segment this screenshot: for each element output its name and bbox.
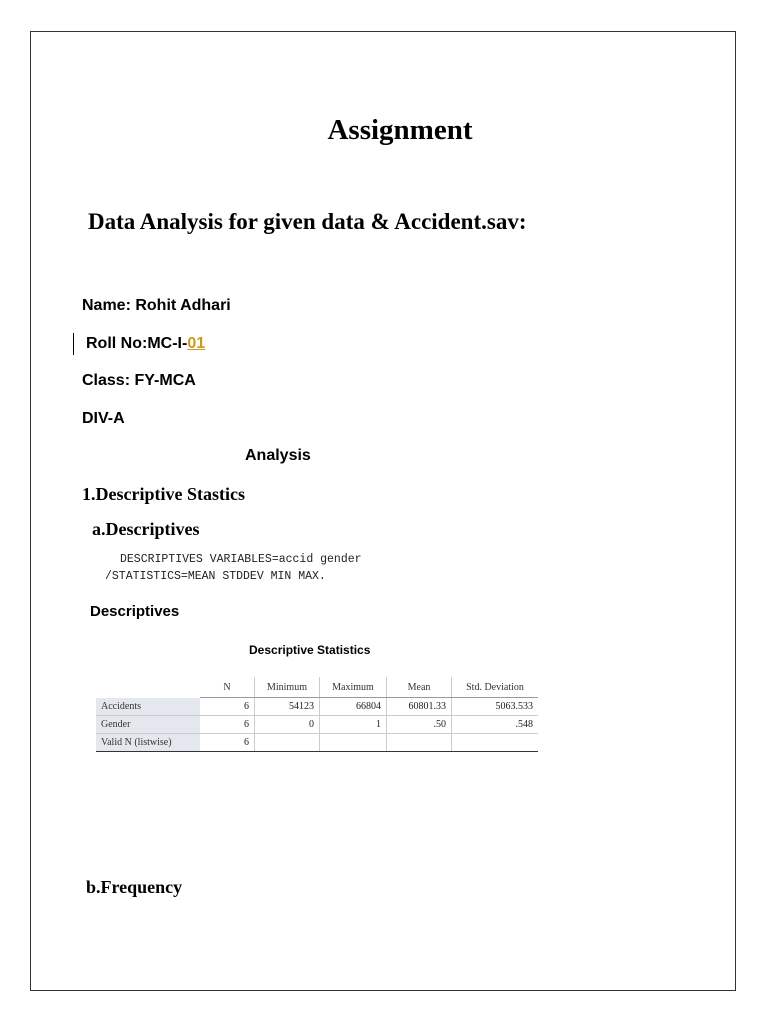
section-descriptive-statistics: 1.Descriptive Stastics <box>82 484 245 504</box>
division-line: DIV-A <box>82 410 125 427</box>
syntax-line-2: /STATISTICS=MEAN STDDEV MIN MAX. <box>105 570 326 583</box>
subsection-frequency: b.Frequency <box>86 877 183 897</box>
cell-mean: .50 <box>387 716 452 734</box>
output-heading: Descriptives <box>90 603 180 620</box>
table-header-row <box>96 677 538 698</box>
table-row <box>96 734 538 752</box>
cell-maximum: 66804 <box>320 698 387 716</box>
page-border <box>30 31 736 991</box>
roll-number-link[interactable]: 01 <box>187 335 206 352</box>
class-line: Class: FY-MCA <box>82 372 196 389</box>
cell-mean <box>387 734 452 752</box>
syntax-line-1: DESCRIPTIVES VARIABLES=accid gender <box>120 553 362 566</box>
cell-maximum: 1 <box>320 716 387 734</box>
subsection-descriptives: a.Descriptives <box>92 519 200 539</box>
table-row <box>96 698 538 716</box>
cell-n: 6 <box>200 716 255 734</box>
header-minimum: Minimum <box>255 677 320 698</box>
cell-std-deviation <box>452 734 539 752</box>
row-label: Gender <box>96 716 200 734</box>
cell-n: 6 <box>200 734 255 752</box>
text-cursor <box>73 333 74 355</box>
analysis-heading: Analysis <box>245 447 311 464</box>
student-name: Name: Rohit Adhari <box>82 297 231 314</box>
table-title: Descriptive Statistics <box>249 643 371 657</box>
table-row <box>96 716 538 734</box>
cell-minimum: 0 <box>255 716 320 734</box>
roll-prefix: Roll No:MC-I- <box>86 335 188 352</box>
cell-std-deviation: 5063.533 <box>452 698 539 716</box>
cell-n: 6 <box>200 698 255 716</box>
header-mean: Mean <box>387 677 452 698</box>
row-label: Valid N (listwise) <box>96 734 200 752</box>
row-label: Accidents <box>96 698 200 716</box>
document-title: Assignment <box>327 114 473 146</box>
cell-maximum <box>320 734 387 752</box>
header-std-deviation: Std. Deviation <box>452 677 539 698</box>
descriptive-statistics-table <box>96 677 538 752</box>
cell-minimum: 54123 <box>255 698 320 716</box>
cell-minimum <box>255 734 320 752</box>
cell-mean: 60801.33 <box>387 698 452 716</box>
roll-number-line <box>86 335 205 353</box>
header-blank <box>96 677 200 698</box>
header-n: N <box>200 677 255 698</box>
cell-std-deviation: .548 <box>452 716 539 734</box>
header-maximum: Maximum <box>320 677 387 698</box>
document-subtitle: Data Analysis for given data & Accident.sav: <box>88 209 527 234</box>
